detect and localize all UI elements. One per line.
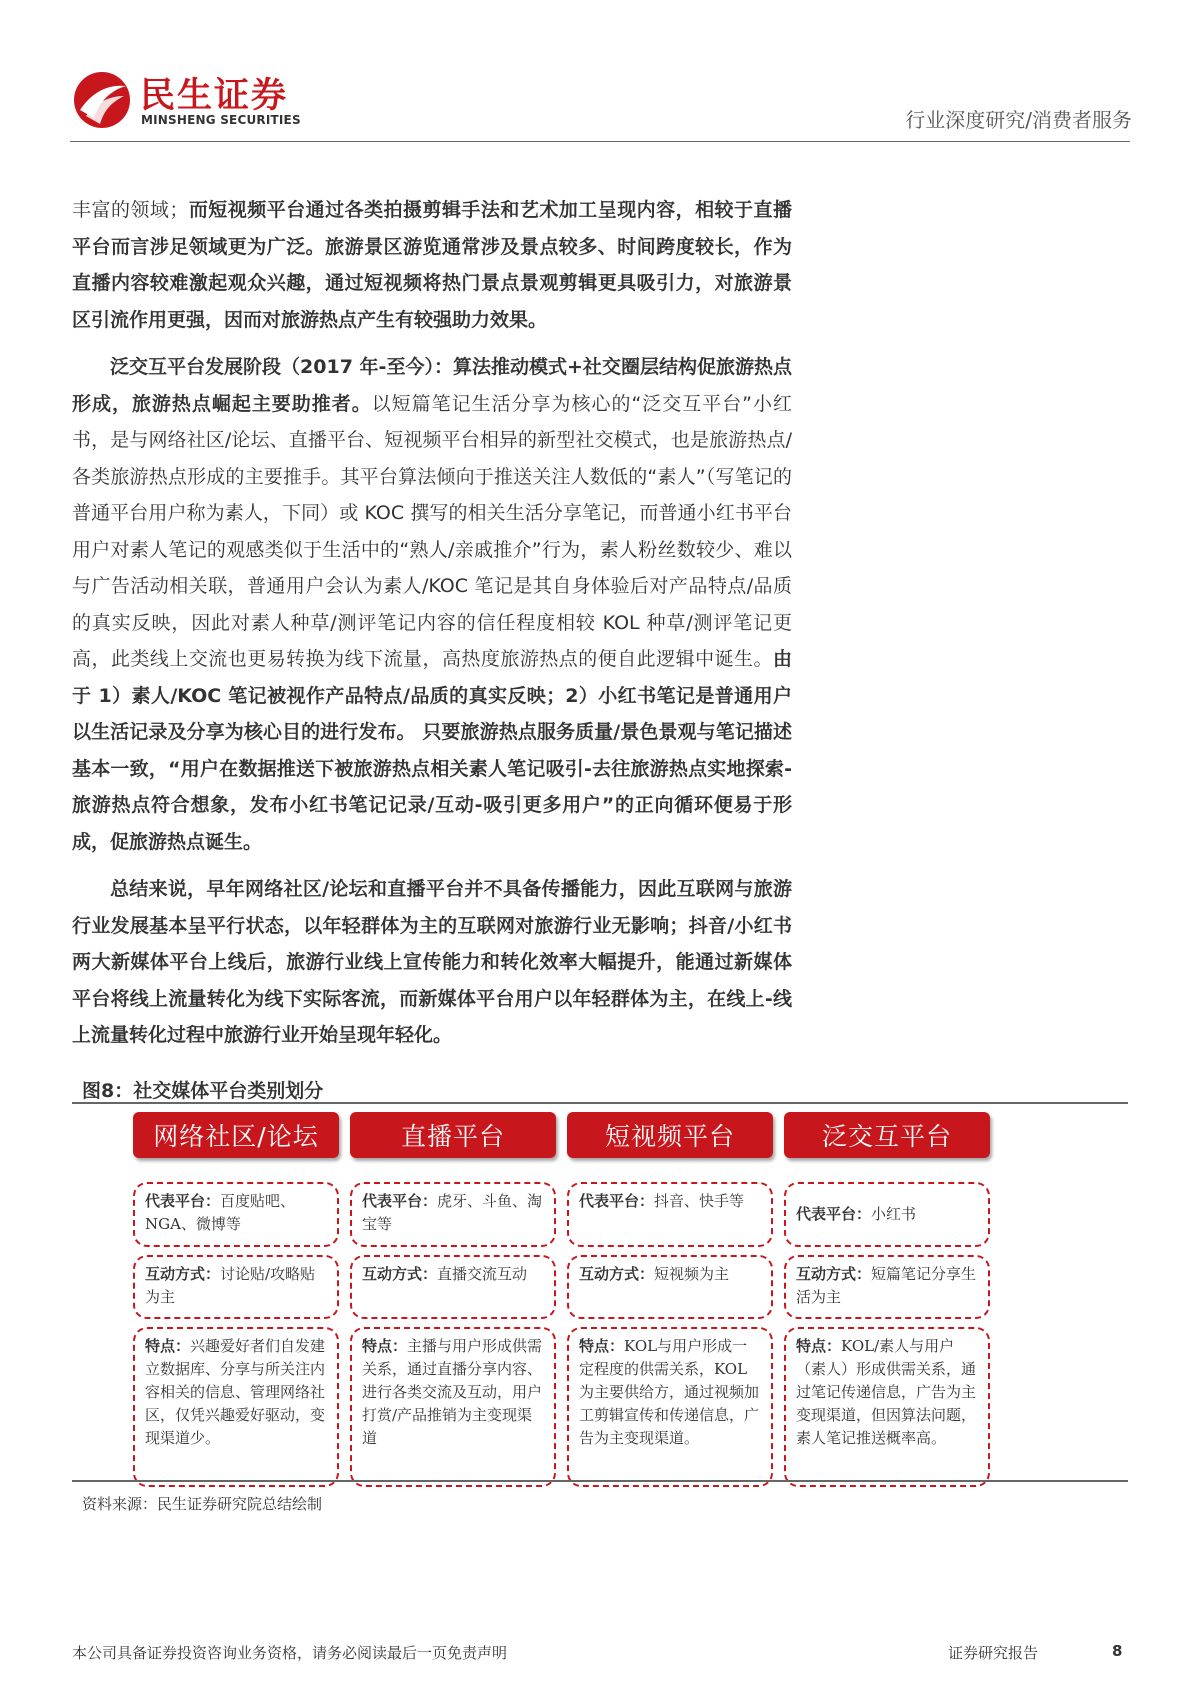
label: 代表平台：: [796, 1205, 872, 1223]
minsheng-logo-icon: [72, 70, 132, 130]
report-section: 行业深度研究/消费者服务: [905, 108, 1132, 132]
figure-bottom-rule: [72, 1480, 1128, 1482]
paragraph-3-text: 总结来说，早年网络社区/论坛和直播平台并不具备传播能力，因此互联网与旅游行业发展基本呈平行状态，以年轻群体为主的互联网对旅游行业无影响；抖音/小红书两大新媒体平台上线后，旅游行业线上宣传能力和转化效率大幅提升，能通过新媒体平台将线上流量转化为线下实际客流，而新媒体平台用户以年轻群体为主，在线上-线上流量转化过程中旅游行业开始呈现年轻化。: [72, 878, 792, 1046]
paragraph-1-text: 丰富的领域；: [72, 199, 189, 221]
platform-features: [567, 1327, 773, 1487]
interaction-mode: [133, 1255, 339, 1319]
value: 抖音、快手等: [654, 1192, 745, 1210]
label: 代表平台：: [362, 1192, 438, 1210]
platform-features: [350, 1327, 556, 1487]
platform-column-forum: [133, 1112, 339, 1487]
figure-source: 资料来源：民生证券研究院总结绘制: [82, 1495, 323, 1513]
value: 百度贴吧、NGA、微博等: [145, 1192, 296, 1233]
representative-platforms: [567, 1182, 773, 1247]
value: 主播与用户形成供需关系，通过直播分享内容、进行各类交流及互动，用户打赏/产品推销为主变现渠道: [362, 1337, 543, 1447]
platform-column-short-video: [567, 1112, 773, 1487]
interaction-mode: [784, 1255, 990, 1319]
value: 直播交流互动: [437, 1265, 528, 1283]
platform-features: [133, 1327, 339, 1487]
representative-platforms: [350, 1182, 556, 1247]
paragraph-2-lead: 泛交互平台发展阶段（2017 年-至今）：算法推动模式+社交圈层结构促旅游热点形成，旅游热点崛起主要助推者。: [72, 356, 792, 415]
brand-name-english: MINSHENG SECURITIES: [141, 113, 301, 127]
label: 特点：: [362, 1337, 408, 1355]
value: 虎牙、斗鱼、淘宝等: [362, 1192, 543, 1233]
value: 小红书: [871, 1205, 917, 1223]
representative-platforms: [133, 1182, 339, 1247]
platform-header: 网络社区/论坛: [133, 1112, 339, 1158]
body-text: [72, 192, 792, 1065]
page-header: [0, 0, 1200, 145]
label: 互动方式：: [362, 1265, 438, 1283]
paragraph-3: [72, 871, 792, 1054]
paragraph-1-emphasis: 而短视频平台通过各类拍摄剪辑手法和艺术加工呈现内容，相较于直播平台而言涉足领域更为广泛。旅游景区游览通常涉及景点较多、时间跨度较长，作为直播内容较难激起观众兴趣，通过短视频将热门景点景观剪辑更具吸引力，对旅游景区引流作用更强，因而对旅游热点产生有较强助力效果。: [72, 199, 792, 331]
paragraph-2-emphasis: 由于 1）素人/KOC 笔记被视作产品特点/品质的真实反映；2）小红书笔记是普通用户以生活记录及分享为核心目的进行发布。 只要旅游热点服务质量/景色景观与笔记描述基本一致，“用户在数据推送下被旅游热点相关素人笔记吸引-去往旅游热点实地探索-旅游热点符合想象，发布小红书笔记记录/互动-吸引更多用户”的正向循环便易于形成，促旅游热点诞生。: [72, 648, 792, 853]
footer-disclaimer: 本公司具备证券投资咨询业务资格，请务必阅读最后一页免责声明: [72, 1644, 508, 1662]
footer-report-type: 证券研究报告: [947, 1644, 1038, 1662]
value: 兴趣爱好者们自发建立数据库、分享与所关注内容相关的信息、管理网络社区，仅凭兴趣爱好驱动，变现渠道少。: [145, 1337, 326, 1447]
platform-header: 短视频平台: [567, 1112, 773, 1158]
page-number: 8: [1112, 1642, 1123, 1660]
figure-top-rule: [72, 1102, 1128, 1104]
value: 短视频为主: [654, 1265, 730, 1283]
platform-header: 泛交互平台: [784, 1112, 990, 1158]
label: 特点：: [145, 1337, 191, 1355]
brand-name: 民生证券: [140, 76, 289, 116]
paragraph-1: [72, 192, 792, 338]
label: 代表平台：: [579, 1192, 655, 1210]
label: 互动方式：: [145, 1265, 221, 1283]
label: 特点：: [796, 1337, 842, 1355]
value: KOL/素人与用户（素人）形成供需关系，通过笔记传递信息，广告为主变现渠道，但因算法问题，素人笔记推送概率高。: [796, 1337, 977, 1447]
value: 短篇笔记分享生活为主: [796, 1265, 977, 1306]
paragraph-2-text: 以短篇笔记生活分享为核心的“泛交互平台”小红书，是与网络社区/论坛、直播平台、短视频平台相异的新型社交模式，也是旅游热点/各类旅游热点形成的主要推手。其平台算法倾向于推送关注人数低的“素人”（写笔记的普通平台用户称为素人，下同）或 KOC 撰写的相关生活分享笔记，而普通小红书平台用户对素人笔记的观感类似于生活中的“熟人/亲戚推介”行为，素人粉丝数较少、难以与广告活动相关联，普通用户会认为素人/KOC 笔记是其自身体验后对产品特点/品质的真实反映，因此对素人种草/测评笔记内容的信任程度相较 KOL 种草/测评笔记更高，此类线上交流也更易转换为线下流量，高热度旅游热点的便自此逻辑中诞生。: [72, 392, 792, 670]
platform-column-social: [784, 1112, 990, 1487]
interaction-mode: [567, 1255, 773, 1319]
value: KOL与用户形成一定程度的供需关系，KOL为主要供给方，通过视频加工剪辑宣传和传递信息，广告为主变现渠道。: [579, 1337, 760, 1447]
platform-features: [784, 1327, 990, 1487]
label: 代表平台：: [145, 1192, 221, 1210]
paragraph-2: [72, 349, 792, 860]
platform-header: 直播平台: [350, 1112, 556, 1158]
interaction-mode: [350, 1255, 556, 1319]
label: 互动方式：: [579, 1265, 655, 1283]
label: 特点：: [579, 1337, 625, 1355]
platform-column-live: [350, 1112, 556, 1487]
label: 互动方式：: [796, 1265, 872, 1283]
figure-title: 图8：社交媒体平台类别划分: [82, 1080, 324, 1102]
value: 讨论贴/攻略贴为主: [145, 1265, 316, 1306]
representative-platforms: [784, 1182, 990, 1247]
header-divider: [70, 141, 1130, 142]
